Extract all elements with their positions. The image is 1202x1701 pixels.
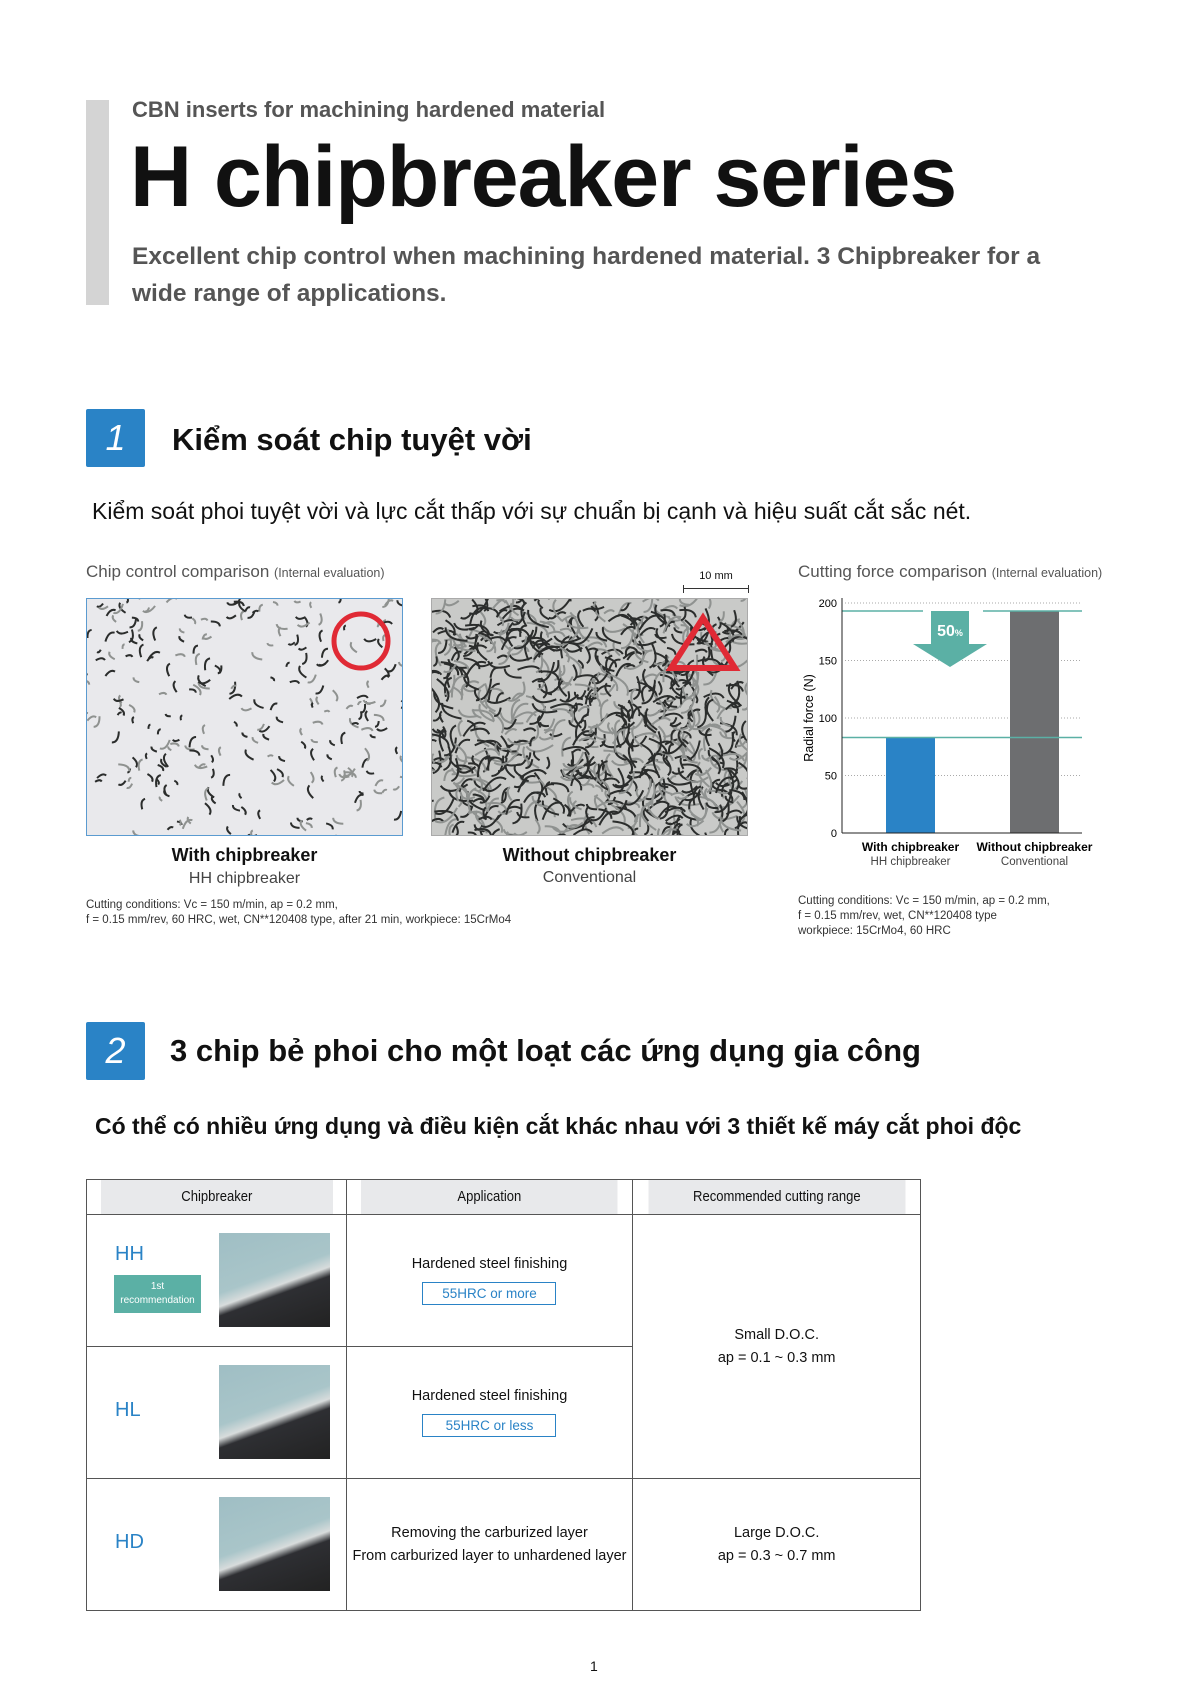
code: HL — [115, 1399, 141, 1421]
y-tick-label: 0 — [830, 828, 837, 840]
bar-0 — [886, 738, 935, 833]
hardness-pill: 55HRC or more — [422, 1282, 556, 1305]
chip-mark — [120, 702, 121, 707]
code: HH — [115, 1243, 144, 1265]
chip-conditions: Cutting conditions: Vc = 150 m/min, ap = 0.2 mm, f = 0.15 mm/rev, 60 HRC, wet, CN**120408 type, after 21 min, workpiece: 15CrMo4 — [86, 899, 512, 926]
y-axis-label: Radial force (N) — [802, 674, 816, 762]
label-without-chipbreaker: Without chipbreaker — [502, 845, 677, 865]
reduction-label: 50% — [937, 623, 963, 641]
col-range: Recommended cutting range — [647, 1180, 906, 1215]
table-row: HL Hardened steel finishing 55HRC or less — [87, 1347, 921, 1479]
chip-mark — [556, 835, 566, 836]
chipbreaker-table — [86, 1179, 921, 1611]
accent-bar — [86, 100, 109, 305]
triangle-fair-icon — [665, 612, 741, 674]
table-row: HD Removing the carburized layer From carburized layer to unhardened layer Large D.O.C. ap = 0.3 ~ 0.7 mm — [87, 1479, 921, 1611]
table-header — [87, 1180, 921, 1215]
section-paragraph: Kiểm soát phoi tuyệt vời và lực cắt thấp với sự chuẩn bị cạnh và hiệu suất cắt sắc nét. — [92, 498, 972, 524]
force-conditions: Cutting conditions: Vc = 150 m/min, ap = 0.2 mm, f = 0.15 mm/rev, wet, CN**120408 type workpiece: 15CrMo4, 60 HRC — [798, 895, 1050, 937]
insert-image — [219, 1497, 330, 1591]
scale-bar — [683, 585, 749, 593]
label-with-chipbreaker: With chipbreaker — [171, 845, 318, 865]
bar-1 — [1010, 611, 1059, 833]
sub-with-chipbreaker: HH chipbreaker — [188, 870, 301, 887]
table-row: HH 1st recommendation Hardened steel finishing 55HRC or more Small D.O.C. ap = 0.1 ~ 0.3 mm — [87, 1215, 921, 1347]
sub-without-chipbreaker: Conventional — [542, 869, 637, 886]
insert-image — [219, 1233, 330, 1327]
page-number: 1 — [590, 1658, 598, 1674]
kicker: CBN inserts for machining hardened material — [132, 97, 606, 122]
page-description: Excellent chip control when machining hardened material. 3 Chipbreaker for a wide range of applications. — [132, 243, 1041, 307]
chip-mark — [337, 835, 344, 836]
section-heading: 3 chip bẻ phoi cho một loạt các ứng dụng gia công — [170, 1033, 921, 1068]
cutting-force-chart — [795, 590, 1105, 880]
insert-image — [219, 1365, 330, 1459]
chip-comparison-title: Chip control comparison (Internal evaluation) — [86, 562, 385, 581]
y-tick-label: 100 — [818, 713, 837, 725]
chip-mark — [312, 703, 313, 708]
x-tick-label: With chipbreaker — [861, 840, 960, 854]
x-tick-sublabel: Conventional — [1000, 856, 1069, 868]
section-number-badge: 1 — [86, 409, 145, 467]
y-tick-label: 150 — [818, 655, 837, 668]
page-title: H chipbreaker series — [130, 129, 957, 225]
y-tick-label: 50 — [824, 770, 837, 783]
hardness-pill: 55HRC or less — [422, 1414, 556, 1437]
force-comparison-title: Cutting force comparison (Internal evaluation) — [798, 562, 1103, 581]
col-application: Application — [360, 1180, 618, 1215]
x-tick-sublabel: HH chipbreaker — [870, 856, 951, 868]
chip-mark — [180, 820, 181, 825]
circle-good-icon — [330, 610, 392, 672]
recommendation-badge: 1st recommendation — [114, 1275, 201, 1313]
y-tick-label: 200 — [818, 598, 837, 610]
section-heading: Kiểm soát chip tuyệt vời — [172, 422, 532, 457]
section-number-badge: 2 — [86, 1022, 145, 1080]
section-subheading: Có thể có nhiều ứng dụng và điều kiện cắt khác nhau với 3 thiết kế máy cắt phoi độc — [95, 1113, 1022, 1139]
col-chipbreaker: Chipbreaker — [99, 1180, 333, 1215]
scale-label: 10 mm — [699, 570, 733, 582]
chip-mark — [310, 602, 311, 608]
code: HD — [115, 1531, 144, 1553]
x-tick-label: Without chipbreaker — [976, 840, 1093, 854]
